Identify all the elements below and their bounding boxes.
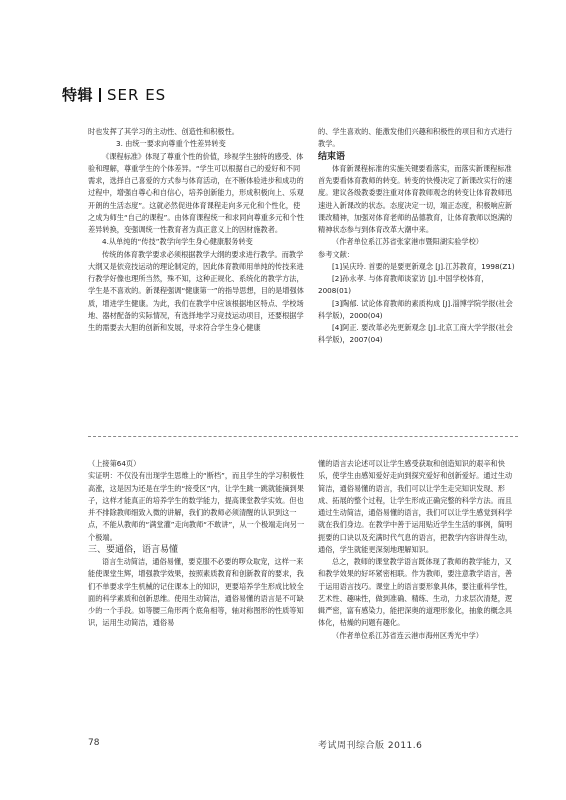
paragraph: 总之，教师的课堂教学语言既体现了教师的教学能力，又和教学效果的好坏紧密相联。作为教师，要注意教学语言，善于运用语言技巧。课堂上的语言要形象具体，要注重科学性，艺术性、趣味性，做到准确、精练、生动，力求层次清楚，逻辑严密，富有感染力，能把深奥的道理形象化，抽象的概念具体化，枯燥的问题有趣化。 (318, 557, 513, 628)
paragraph: 体育新课程标准的实施关键要看落实，而落实新课程标准首先要看体育教师的转变。转变的快慢决定了新课改实行的速度。建议各级教委要注重对体育教师观念的转变让体育教师迅速进入新课改的状态。态度决定一切，端正态度，积极响应新课改精神，加强对体育老师的品德教育，让体育教师以饱满的精神状态参与到体育改革大潮中来。 (318, 163, 513, 234)
article-bottom-right-column (318, 458, 518, 642)
reference-item: [3]陶郁. 试论体育教师的素质构成 [J].淄博学院学报(社会科学版)，2000(04) (318, 298, 513, 320)
header-divider (99, 88, 101, 102)
paragraph: 《课程标准》体现了尊重个性的价值，珍视学生独特的感受、体验和理解，尊重学生的个体差异。“学生可以根据自己的爱好和不同需求，选择自己喜爱的方式参与体育活动，在不断体验进步和成功的过程中，增强自尊心和自信心，培养创新能力，形成积极向上、乐观开朗的生活态度”。这就必然促进体育课程走向多元化和个性化，使之成为师生“自己的课程”。由体育课程统一和求同向尊重多元和个性差异转换，变强调统一性教育者为真正意义上的因材施教者。 (88, 151, 304, 234)
article-bottom-left-column (88, 458, 306, 630)
section-heading: 三、要通俗，语言易懂 (88, 544, 179, 555)
subheading: 4.从单纯的“传技”教学向学生身心健康服务转变 (102, 237, 253, 247)
paragraph: 实证明：不仅没有出现学生思维上的“断档”，而且学生的学习积极性高涨，这是因为还是在学生的“接受区”内，让学生跳一跳就能摘到果子，这样才能真正的培养学生的数学能力，提高课堂教学实效。但也并不排除教师细致入微的讲解，我们的教师必须清醒的认识到这一点，不能从教师的“满堂灌”走向教师“不敢讲”，从一个极端走向另一个极端。 (88, 471, 305, 542)
author-affiliation: （作者单位系江苏省连云港市海州区秀光中学） (332, 630, 483, 640)
article-top-right-column (318, 126, 518, 347)
paragraph: 时也发挥了其学习的主动性、创造性和积极性。 (88, 127, 239, 136)
reference-item: [4]阿正. 要改革必先更新观念 [J].北京工商大学学报(社会科学版)，2007(04) (318, 323, 513, 345)
article-top-left-column (88, 126, 306, 334)
reference-item: [1]吴庆玲. 首要的是要更新观念 [J].江苏教育，1998(Z1) (332, 261, 515, 271)
header-title: 特辑 (62, 86, 94, 104)
paragraph: 懂的语言去论述可以让学生感受获取和创造知识的艰辛和快乐，使学生由感知爱好走向到探究爱好和创新爱好。通过生动简洁，通俗易懂的语言，我们可以让学生走完知识发现、形成、拓展的整个过程，让学生形成正确完整的科学方法。而且通过生动简洁，通俗易懂的语言，我们可以让学生感觉到科学就在我们身边。在教学中善于运用贴近学生生活的事例，简明扼要的口诀以及充满时代气息的语言，把教学内容讲得生动，通俗，学生就能更深刻地理解知识。 (318, 459, 513, 554)
journal-name: 考试周刊综合版 2011.6 (318, 741, 423, 751)
continuation-note: （上接第64页） (88, 459, 141, 468)
references-heading: 参考文献： (318, 249, 354, 259)
subheading: 3. 由统一要求向尊重个性差异转变 (116, 139, 226, 149)
reference-item: [2]孙永孝. 与体育教师谈家访 [J].中国学校体育，2008(01) (318, 274, 489, 296)
paragraph: 传统的体育教学要求必须根据教学大纲的要求进行教学。而教学大纲又是依竞技运动的理论制定的，因此体育教师用单纯的传技来进行教学好像也理所当然，殊不知，这种正规化、系统化的教学方法，学生是不喜欢的。新课程强调“健康第一”的指导思想，目的是增强体质，增进学生健康。为此，我们在教学中应该根据地区特点、学校场地、器材配备的实际情况，有选择地学习竞技运动项目，还要根据学生的需要去大胆的创新和发展，寻求符合学生身心健康 (88, 249, 304, 332)
paragraph: 语言生动简洁，通俗易懂，要克服不必要的啰众取宠，这样一来能使课堂生辉，增强教学效果，按照素质教育和创新教育的要求，我们不单要求学生机械的记住课本上的知识，更要培养学生形成比较全面的科学素质和创新思维。使用生动简洁，通俗易懂的语言是不可缺少的一个手段。如等腰三角形两个底角相等，轴对称图形的性质等知识，运用生动简洁，通俗易 (88, 557, 304, 628)
page-number: 78 (88, 738, 100, 748)
conclusion-heading: 结束语 (318, 151, 346, 162)
author-affiliation: （作者单位系江苏省张家港市暨阳湖实验学校） (332, 237, 483, 247)
series-header (62, 84, 166, 105)
paragraph: 的、学生喜欢的、能激发他们兴趣和积极性的项目和方式进行教学。 (318, 127, 513, 149)
header-series: SER ES (107, 86, 167, 104)
article-divider (88, 436, 518, 437)
